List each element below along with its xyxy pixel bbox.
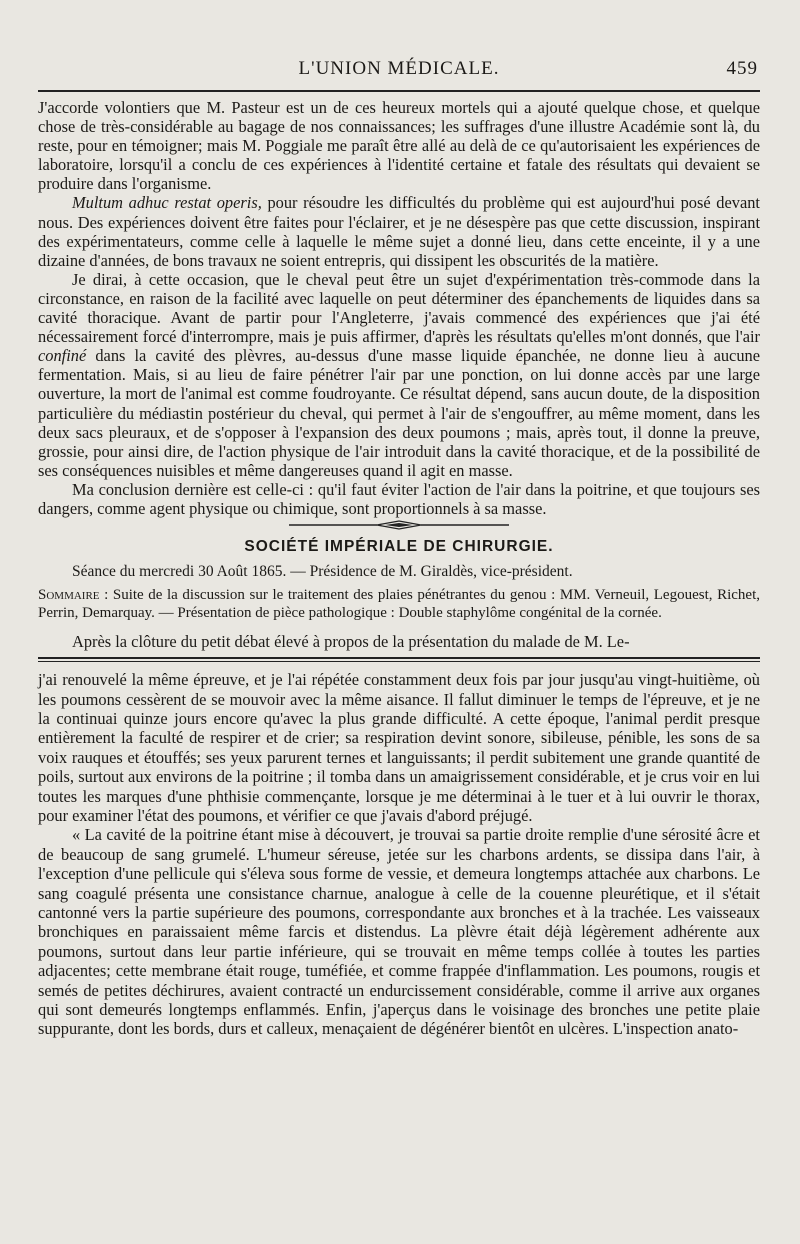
paragraph: j'ai renouvelé la même épreuve, et je l'ai répétée constamment deux fois par jour jusqu'au vingt-huitième, où les poumons cessèrent de se mouvoir avec la même aisance. Il fallut diminuer le temps de l'épreuve, et je ne la continuai quinze jours encore qu'avec la plus grande difficulté. A cette époque, l'animal perdit presque entièrement la faculté de respirer et de crier; sa respiration devint sonore, sibileuse, pénible, les sons de sa voix rauques et étouffés; ses yeux parurent ternes et languissants; il perdit subitement une grande quantité de poils, surtout aux environs de la poitrine ; il tomba dans un amaigrissement considérable, et je crus voir en lui toutes les marques d'une phthisie commençante, lorsque je me déterminai à le tuer et à lui ouvrir le thorax, pour examiner l'état des poumons, et vérifier ce que j'avais d'abord préjugé. <box>38 670 760 825</box>
header-rule <box>38 90 760 95</box>
summary-label: Sommaire : <box>38 587 109 604</box>
paragraph: Après la clôture du petit débat élevé à propos de la présentation du malade de M. Le- <box>72 632 630 652</box>
session-info: Séance du mercredi 30 Août 1865. — Présidence de M. Giraldès, vice-président. <box>72 563 573 581</box>
article-continuation <box>38 98 760 518</box>
feuilleton-rule <box>38 657 760 662</box>
latin-quote: Multum adhuc restat operis, <box>72 193 262 213</box>
summary: Sommaire : Suite de la discussion sur le traitement des plaies pénétrantes du genou : MM. Verneuil, Legouest, Richet, Perrin, Demarquay. — Présentation de pièce pathologique : Double staphylôme congénital de la cornée. <box>38 587 760 621</box>
italic-word: confiné <box>38 346 87 366</box>
paragraph: Multum adhuc restat operis, pour résoudre les difficultés du problème qui est aujourd'hui posé devant nous. Des expériences doivent être faites pour l'éclairer, et je ne désespère pas que cette discussion, inspirant des expérimentateurs, comme celle à laquelle le même sujet a donné lieu, dans cette enceinte, il y a une dizaine d'années, de bons travaux ne soient entrepris, qui dissipent les obscurités de la matière. <box>38 193 760 270</box>
feuilleton <box>38 670 760 1039</box>
ornament-divider <box>289 520 509 530</box>
section-title: SOCIÉTÉ IMPÉRIALE DE CHIRURGIE. <box>244 538 554 556</box>
paragraph: « La cavité de la poitrine étant mise à découvert, je trouvai sa partie droite remplie d'une sérosité âcre et de beaucoup de sang grumelé. L'humeur séreuse, jetée sur les charbons ardents, se dissipa dans l'air, à l'exception d'une pellicule qui s'éleva sous forme de vessie, et demeura longtemps attachée aux charbons. Le sang coagulé présenta une consistance charnue, analogue à celle de la couenne pleurétique, et il s'était cantonné vers la partie supérieure des poumons, correspondante aux bronches et à la trachée. Les vaisseaux bronchiques en paraissaient même farcis et distendus. La plèvre était déjà légèrement adhérente aux poumons, surtout dans leur partie inférieure, qui se trouvait en même temps collée à toutes les parties adjacentes; cette membrane était rouge, tuméfiée, et comme frappée d'inflammation. Les poumons, rougis et semés de petites déchirures, avaient contracté un endurcissement considérable, comme il arrive aux organes qui sont demeurés longtemps enflammés. Enfin, j'aperçus dans le voisinage des bronches une petite plaie suppurante, dont les bords, durs et calleux, menaçaient de dégénérer bientôt en ulcères. L'inspection anato- <box>38 825 760 1039</box>
page-number: 459 <box>726 58 758 79</box>
paragraph: Ma conclusion dernière est celle-ci : qu'il faut éviter l'action de l'air dans la poitrine, et que toujours ses dangers, comme agent physique ou chimique, sont proportionnels à sa masse. <box>38 479 760 518</box>
paragraph: Je dirai, à cette occasion, que le cheval peut être un sujet d'expérimentation très-commode dans la circonstance, en raison de la facilité avec laquelle on peut déterminer des épanchements de liquides dans sa cavité thoracique. Avant de partir pour l'Angleterre, j'avais commencé des expériences que j'ai été nécessairement forcé d'interrompre, mais je puis affirmer, d'après les résultats qu'elles m'ont donnés, que l'air confiné dans la cavité des plèvres, au-dessus d'une masse liquide épanchée, ne donne lieu à aucune fermentation. Mais, si au lieu de faire pénétrer l'air par une ponction, on lui donne accès par une large ouverture, la mort de l'animal est comme foudroyante. Ce résultat dépend, sans aucun doute, de la disposition particulière du médiastin postérieur du cheval, qui permet à l'air de s'engouffrer, au même moment, dans les deux sacs pleuraux, et de s'opposer à l'expansion des deux poumons ; mais, après tout, il donne la preuve, grossie, pour ainsi dire, de l'action physique de l'air introduit dans la cavité thoracique, et de la possibilité de ses conséquences nuisibles et même dangereuses quand il agit en masse. <box>38 269 760 480</box>
running-header <box>38 58 760 84</box>
paragraph: J'accorde volontiers que M. Pasteur est un de ces heureux mortels qui a ajouté quelque chose, et quelque chose de très-considérable au bagage de nos connaissances; les suffrages d'une illustre Académie sont là, du reste, pour en témoigner; mais M. Poggiale me paraît être allé au delà de ce qu'autorisaient les expériences de laboratoire, lorsqu'il a conclu de ces expériences à l'identité certaine et fatale des résultats qui devaient se produire dans l'organisme. <box>38 98 760 194</box>
journal-title: L'UNION MÉDICALE. <box>298 58 500 79</box>
